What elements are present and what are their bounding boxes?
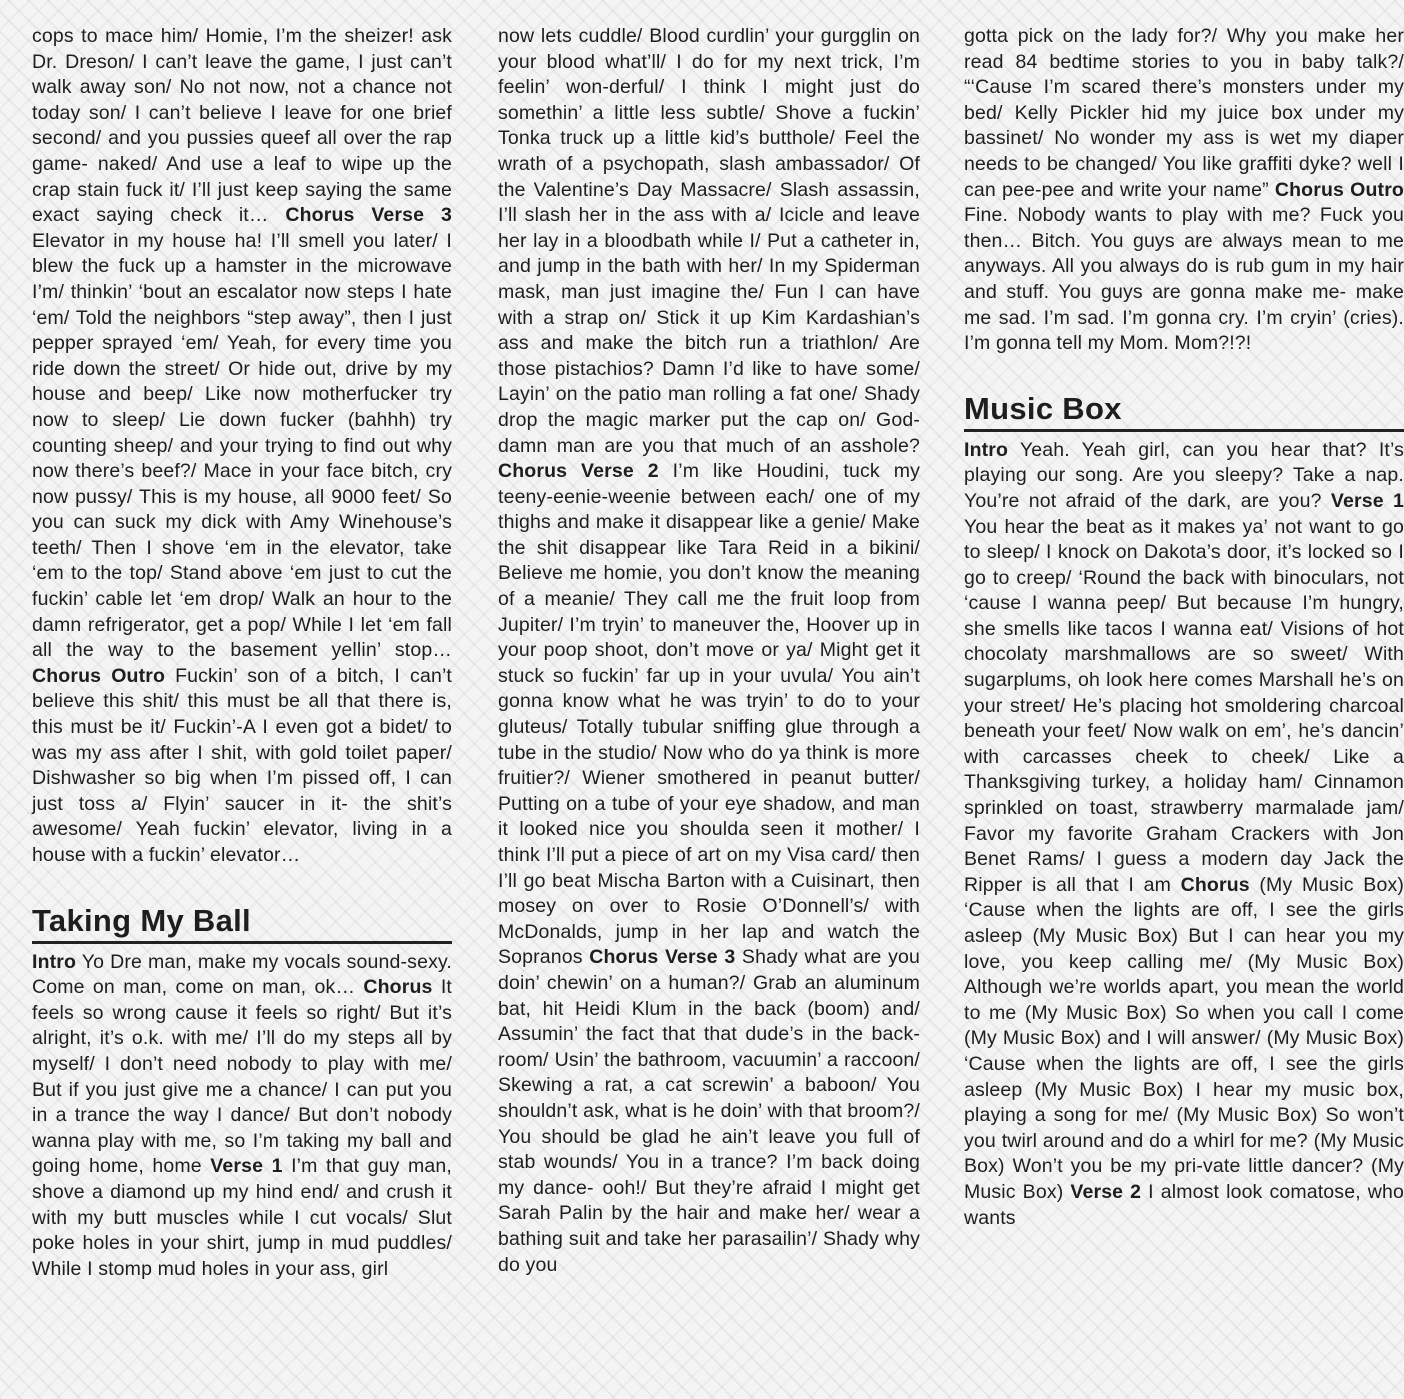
lyrics-text: now lets cuddle/ Blood curdlin’ your gurgglin on your blood what’ll/ I do for my next trick, I’m feelin’ won-derful/ I think I might just do somethin’ a little less subtle/ Shove a fuckin’ Tonka truck up a little kid’s butthole/ Feel the wrath of a psychopath, slash ambassador/ Of the Valentine’s Day Massacre/ Slash assassin, I’ll slash her in the ass with a/ Icicle and leave her lay in a bloodbath while I/ Put a catheter in, and jump in the bath with her/ In my Spiderman mask, man just imagine the/ Fun I can have with a strap on/ Stick it up Kim Kardashian’s ass and make the bitch run a triathlon/ Are those pistachios? Damn I’d like to have some/ Layin’ on the patio man rolling a fat one/ Shady drop the magic marker put the cap on/ God-damn man are you that much of an asshole?: [498, 25, 920, 457]
section-label: Verse 1: [210, 1155, 283, 1178]
lyrics-column-1: [32, 24, 452, 1282]
section-label: Chorus Verse 3: [589, 946, 736, 969]
lyrics-text: Yeah. Yeah girl, can you hear that? It’s playing our song. Are you sleepy? Take a nap. You’re not afraid of the dark, are you?: [964, 438, 1404, 512]
section-label: Verse 1: [1330, 489, 1404, 512]
section-label: Chorus Verse 2: [498, 460, 659, 483]
lyrics-text: (My Music Box) ‘Cause when the lights are off, I see the girls asleep (My Music Box) But I can hear you my love, you keep calling me/ (My Music Box) Although we’re worlds apart, you mean the world to me (My Music Box) So when you call I come (My Music Box) and I will answer/ (My Music Box) ‘Cause when the lights are off, I see the girls asleep (My Music Box) I hear my music box, playing a song for me/ (My Music Box) So won’t you twirl around and do a whirl for me? (My Music Box) Won’t you be my pri-vate little dancer? (My Music Box): [964, 873, 1404, 1203]
lyrics-column-2: [498, 24, 920, 1278]
lyrics-text: Shady what are you doin’ chewin’ on a human?/ Grab an aluminum bat, hit Heidi Klum in the back (boom) and/ Assumin’ the fact that that dude’s in the back-room/ Usin’ the bathroom, vacuumin’ a raccoon/ Skewing a rat, a cat screwin’ a baboon/ You shouldn’t ask, what is he doin’ with that broom?/ You should be glad he ain’t leave you full of stab wounds/ You in a trance? I’m back doing my dance- ooh!/ But they’re afraid I might get Sarah Palin by the hair and make her/ wear a bathing suit and take her parasailin’/ Shady why do you: [498, 946, 920, 1276]
lyrics-text: Fuckin’ son of a bitch, I can’t believe this shit/ this must be all that there is, this must be it/ Fuckin’-A I even got a bidet/ to was my ass after I shit, with gold toilet paper/ Dishwasher so big when I’m pissed off, I can just toss a/ Flyin’ saucer in it- the shit’s awesome/ Yeah fuckin’ elevator, living in a house with a fuckin’ elevator…: [32, 664, 452, 866]
lyrics-paragraph: [964, 438, 1404, 1231]
section-label: Chorus Outro: [32, 664, 166, 687]
lyrics-text: cops to mace him/ Homie, I’m the sheizer! ask Dr. Dreson/ I can’t leave the game, I just can’t walk away son/ No not now, not a chance not today son/ I can’t believe I leave for one brief second/ and you pussies queef all over the rap game- naked/ And use a leaf to wipe up the crap stain fuck it/ I’ll just keep saying the same exact saying check it…: [32, 25, 452, 227]
lyrics-paragraph: [498, 24, 920, 1278]
section-label: Verse 2: [1070, 1180, 1142, 1203]
lyrics-text: gotta pick on the lady for?/ Why you make her read 84 bedtime stories to you in baby talk?/ “‘Cause I’m scared there’s monsters under my bed/ Kelly Pickler hid my juice box under my bassinet/ No wonder my ass is wet my diaper needs to be changed/ You like graffiti dyke? well I can pee-pee and write your name”: [964, 25, 1404, 201]
lyrics-column-3: [964, 24, 1404, 1231]
song-title-music-box: Music Box: [964, 391, 1404, 432]
lyrics-text: I almost look comatose, who wants: [964, 1180, 1404, 1229]
lyrics-text: You hear the beat as it makes ya’ not want to go to sleep/ I knock on Dakota’s door, it’s locked so I go to creep/ ‘Round the back with binoculars, not ‘cause I wanna peep/ But because I’m hungry, she smells like tacos I wanna eat/ Visions of hot chocolaty marshmallows are so sweet/ With sugarplums, oh look here comes Marshall he’s on your street/ He’s placing hot smoldering charcoal beneath your feet/ Now walk on em’, he’s dancin’ with carcasses cheek to cheek/ Like a Thanksgiving turkey, a holiday ham/ Cinnamon sprinkled on toast, strawberry marmalade jam/ Favor my favorite Graham Crackers with Jon Benet Rams/ I guess a modern day Jack the Ripper is all that I am: [964, 515, 1404, 896]
lyrics-paragraph: [32, 950, 452, 1283]
song-title-taking-my-ball: Taking My Ball: [32, 903, 452, 944]
lyrics-paragraph: [32, 24, 452, 869]
lyrics-text: Yo Dre man, make my vocals sound-sexy. Come on man, come on man, ok…: [32, 950, 452, 999]
lyrics-text: It feels so wrong cause it feels so right/ But it’s alright, it’s o.k. with me/ I’ll do my steps all by myself/ I don’t need nobody to play with me/ But if you just give me a chance/ I can put you in a trance the way I dance/ But don’t nobody wanna play with me, so I’m taking my ball and going home, home: [32, 976, 452, 1178]
lyrics-paragraph: [964, 24, 1404, 357]
section-label: Chorus: [1180, 873, 1250, 896]
lyrics-text: I’m that guy man, shove a diamond up my hind end/ and crush it with my butt muscles while I cut vocals/ Slut poke holes in your shirt, jump in mud puddles/ While I stomp mud holes in your ass, girl: [32, 1155, 452, 1280]
lyrics-text: Fine. Nobody wants to play with me? Fuck you then… Bitch. You guys are always mean to me anyways. All you always do is rub gum in my hair and stuff. You guys are gonna make me- make me sad. I’m sad. I’m gonna cry. I’m cryin’ (cries). I’m gonna tell my Mom. Mom?!?!: [964, 204, 1404, 355]
section-label: Chorus Outro: [1274, 178, 1404, 201]
lyrics-text: Elevator in my house ha! I’ll smell you later/ I blew the fuck up a hamster in the microwave I’m/ thinkin’ ‘bout an escalator now steps I hate ‘em/ Told the neighbors “step away”, then I just pepper sprayed ‘em/ Yeah, for every time you ride down the street/ Or hide out, drive by my house and beep/ Like now motherfucker try now to sleep/ Lie down fucker (bahhh) try counting sheep/ and your trying to find out why now there’s beef?/ Mace in your face bitch, cry now pussy/ This is my house, all 9000 feet/ So you can suck my dick with Amy Winehouse’s teeth/ Then I shove ‘em in the elevator, take ‘em to the top/ Stand above ‘em just to cut the fuckin’ cable let ‘em drop/ Walk an hour to the damn refrigerator, get a pop/ While I let ‘em fall all the way to the basement yellin’ stop…: [32, 229, 452, 662]
section-label: Chorus Verse 3: [285, 204, 452, 227]
section-label: Intro: [964, 438, 1009, 461]
lyrics-text: I’m like Houdini, tuck my teeny-eenie-weenie between each/ one of my thighs and make it disappear like a genie/ Make the shit disappear like Tara Reid in a bikini/ Believe me homie, you don’t know the meaning of a meanie/ They call me the fruit loop from Jupiter/ I’m tryin’ to maneuver the, Hoover up in your poop shoot, don’t move or ya/ Might get it stuck so fuckin’ far up in your uvula/ You ain’t gonna know what he was tryin’ to do to your gluteus/ Totally tubular sniffing glue through a tube in the studio/ Now who do ya think is more fruitier?/ Wiener smothered in peanut butter/ Putting on a tube of your eye shadow, and man it looked nice you shoulda seen it mother/ I think I’ll put a piece of art on my Visa card/ then I’ll go beat Mischa Barton with a Cuisinart, then mosey on over to Rosie O’Donnell’s/ with McDonalds, jump in her lap and watch the Sopranos: [498, 460, 920, 969]
section-label: Chorus: [363, 976, 433, 999]
section-label: Intro: [32, 950, 77, 973]
